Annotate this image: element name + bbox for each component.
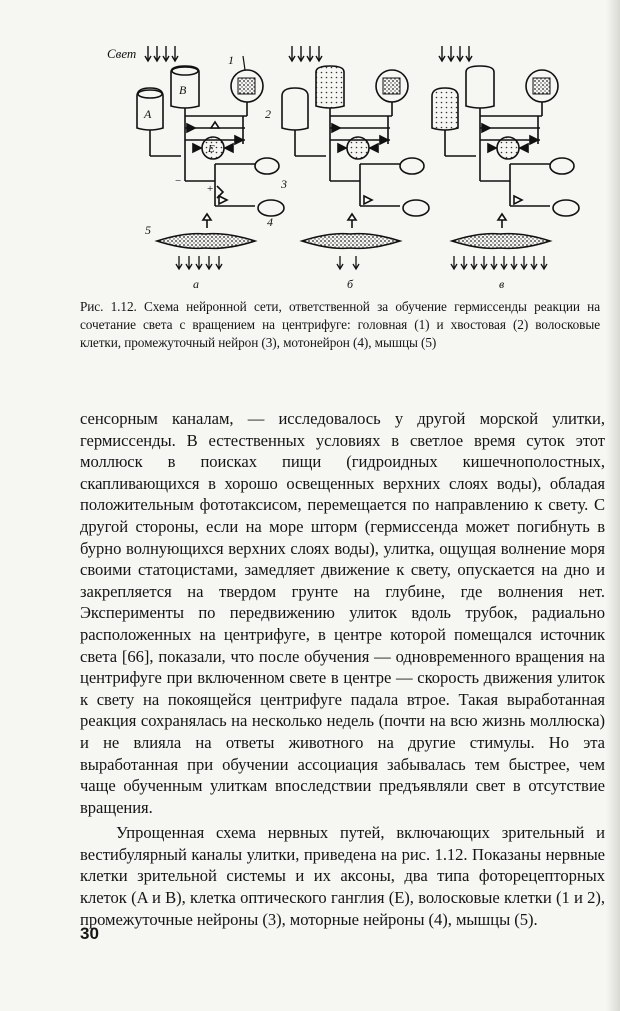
motoneuron-4 [258, 200, 284, 216]
caption-label: Рис. 1.12. [80, 299, 137, 314]
page-edge-shadow [606, 0, 620, 1011]
output-arrows-c [451, 256, 547, 269]
label-E: E [208, 143, 215, 155]
output-arrows-a [176, 256, 222, 269]
neural-network-figure [95, 36, 595, 298]
label-1: 1 [228, 53, 234, 67]
label-4: 4 [267, 215, 273, 229]
figure-drawing [95, 36, 595, 298]
panel-c-diagram [432, 46, 579, 269]
panel-a-diagram [137, 46, 284, 269]
output-arrows-b [337, 256, 359, 269]
paragraph-2: Упрощенная схема нервных путей, включающих зрительный и вестибулярный каналы улитки, приведена на рис. 1.12. Показаны нервные клетки зрительной системы и их аксоны, два типа фоторецепторных клеток (A и B), клетка оптического ганглия (E), волосковые клетки (1 и 2), промежуточные нейроны (3), моторные нейроны (4), мышцы (5). [80, 823, 605, 929]
main-text [80, 408, 605, 930]
panel-label-a: а [193, 277, 199, 291]
minus-sign: − [175, 175, 182, 187]
interneuron-3 [255, 158, 279, 174]
figure-caption [80, 298, 600, 352]
label-B: B [179, 83, 187, 97]
panel-label-b: б [347, 277, 354, 291]
light-label: Свет [107, 46, 137, 61]
panel-b-diagram [282, 46, 429, 269]
plus-sign: + [207, 183, 214, 195]
label-5: 5 [145, 223, 151, 237]
paragraph-1: сенсорным каналам, — исследовалось у другой морской улитки, гермиссенды. В естественных условиях в светлое время суток этот моллюск в поисках пищи (гидроидных кишечнополостных, скапливающихся в хорошо освещенных верхних слоях воды), обладая положительным фототаксисом, перемещается по направлению к свету. С другой стороны, если на море шторм (гермиссенда может погибнуть в бурно волнующихся верхних слоях воды), улитка, ощущая волнение моря своими статоцистами, замедляет движение к свету, опускается на дно и закрепляется на твердом грунте на глубине, где волнения нет. Эксперименты по передвижению улиток вдоль трубок, радиально расположенных на центрифуге, в центре которой помещался источник света [66], показали, что после обучения — одновременного вращения на центрифуге при включенном свете в центре — скорость движения улиток к свету на покоящейся центрифуге падала втрое. Такая выработанная реакция сохранялась на несколько недель (почти на всю жизнь моллюска) и не влияла на ответы животного на другие стимулы. Но эта выработанная при обучении ассоциация забывалась тем быстрее, чем чаще обученным улиткам впоследствии предъявляли свет в отсутствие вращения. [80, 409, 605, 817]
label-2: 2 [265, 107, 271, 121]
page-number: 30 [80, 924, 99, 943]
light-arrows-a [145, 46, 178, 61]
label-3: 3 [281, 177, 287, 191]
muscle-5 [157, 234, 255, 249]
label-A: A [144, 107, 152, 121]
caption-text: Схема нейронной сети, ответственной за обучение гермиссенды реакции на сочетание света с вращением на центрифуге: головная (1) и хвостовая (2) волосковые клетки, промежуточный нейрон (3), мотонейрон (4), мышцы (5) [80, 299, 600, 350]
light-arrows-c [439, 46, 472, 61]
light-arrows-b [289, 46, 322, 61]
panel-label-c: в [499, 277, 505, 291]
